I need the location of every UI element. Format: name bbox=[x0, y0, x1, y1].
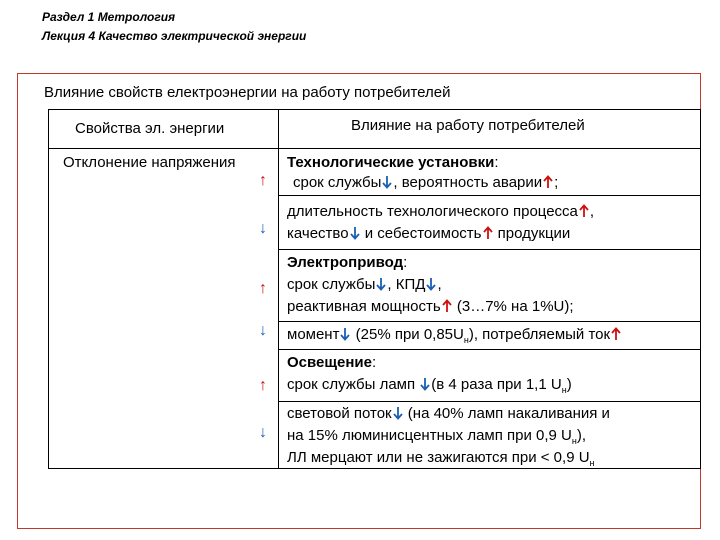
tech-quality: качество bbox=[287, 225, 349, 242]
drive-consumed-current: ), потребляемый ток bbox=[468, 326, 611, 343]
light-line-3 bbox=[287, 427, 586, 446]
subscript-n: н bbox=[589, 458, 595, 468]
drive-line-2 bbox=[287, 298, 574, 316]
arrow-up-icon: ↑ bbox=[259, 280, 267, 297]
arrow-up-icon bbox=[578, 204, 590, 218]
arrow-down-icon bbox=[349, 226, 361, 240]
drive-torque-value: (25% при 0,85U bbox=[351, 326, 464, 343]
light-fluorescent: на 15% люминисцентных ламп при 0,9 U bbox=[287, 427, 572, 444]
arrow-up-icon: ↑ bbox=[259, 172, 267, 189]
property-voltage-deviation: Отклонение напряжения bbox=[63, 154, 236, 171]
arrow-down-icon bbox=[392, 406, 404, 420]
arrow-down-icon: ↓ bbox=[259, 220, 267, 237]
slide-title: Влияние свойств електроэнергии на работу потребителей bbox=[44, 84, 451, 101]
arrow-down-icon: ↓ bbox=[259, 322, 267, 339]
subscript-n: н bbox=[561, 385, 567, 395]
subscript-n: н bbox=[463, 335, 469, 345]
row-divider bbox=[278, 249, 700, 250]
light-paren: ) bbox=[566, 376, 572, 393]
light-luminous-flux: световой поток bbox=[287, 405, 392, 422]
tech-cost: и себестоимость bbox=[360, 225, 482, 242]
arrow-down-icon bbox=[381, 175, 393, 189]
tech-colon: : bbox=[494, 154, 499, 171]
header-lecture: Лекция 4 Качество электрической энергии bbox=[42, 29, 307, 43]
header-row-divider bbox=[49, 148, 700, 149]
tech-accident-probability: , вероятность аварии bbox=[393, 174, 543, 191]
drive-colon: : bbox=[403, 254, 408, 271]
arrow-down-icon bbox=[375, 277, 387, 291]
arrow-up-icon bbox=[610, 327, 622, 341]
subscript-n: н bbox=[571, 436, 577, 446]
row-divider bbox=[278, 349, 700, 350]
light-line-4 bbox=[287, 449, 595, 468]
drive-torque: момент bbox=[287, 326, 340, 343]
drive-efficiency: , КПД bbox=[387, 276, 426, 293]
column-header-properties: Свойства эл. энергии bbox=[75, 120, 225, 137]
arrow-up-icon bbox=[441, 299, 453, 313]
light-title-line bbox=[287, 354, 376, 372]
light-lamp-life: срок службы ламп bbox=[287, 376, 420, 393]
drive-service-life: срок службы bbox=[287, 276, 376, 293]
light-line-1 bbox=[287, 376, 572, 395]
row-divider bbox=[278, 401, 700, 402]
arrow-down-icon bbox=[339, 327, 351, 341]
light-line-2 bbox=[287, 405, 610, 423]
tech-line-3 bbox=[287, 225, 570, 243]
arrow-down-icon: ↓ bbox=[259, 424, 267, 441]
light-flicker: ЛЛ мерцают или не зажигаются при < 0,9 U bbox=[287, 449, 590, 466]
light-colon: : bbox=[372, 354, 377, 371]
tech-title: Технологические установки bbox=[287, 154, 495, 171]
tech-process-duration: длительность технологического процесса bbox=[287, 203, 578, 220]
tech-line-2 bbox=[287, 203, 594, 221]
arrow-down-icon bbox=[419, 377, 431, 391]
row-divider bbox=[278, 321, 700, 322]
tech-products: продукции bbox=[493, 225, 571, 242]
light-incandescent: (на 40% ламп накаливания и bbox=[403, 405, 610, 422]
drive-title-line bbox=[287, 254, 407, 272]
tech-service-life: срок службы bbox=[293, 174, 382, 191]
column-header-effects: Влияние на работу потребителей bbox=[351, 117, 585, 134]
arrow-down-icon bbox=[425, 277, 437, 291]
arrow-up-icon bbox=[482, 226, 494, 240]
arrow-up-icon bbox=[542, 175, 554, 189]
arrow-up-icon: ↑ bbox=[259, 377, 267, 394]
drive-reactive-power-value: (3…7% на 1%U); bbox=[452, 298, 574, 315]
column-divider bbox=[278, 110, 279, 468]
drive-line-3 bbox=[287, 326, 622, 345]
tech-comma: , bbox=[589, 203, 595, 220]
header-section: Раздел 1 Метрология bbox=[42, 10, 176, 24]
light-paren: ), bbox=[576, 427, 587, 444]
drive-title: Электропривод bbox=[287, 254, 404, 271]
row-divider bbox=[278, 195, 700, 196]
drive-reactive-power: реактивная мощность bbox=[287, 298, 441, 315]
tech-semicolon: ; bbox=[554, 174, 559, 191]
effects-table bbox=[48, 109, 701, 469]
tech-line-1 bbox=[293, 174, 558, 192]
drive-comma: , bbox=[437, 276, 442, 293]
drive-line-1 bbox=[287, 276, 442, 294]
light-lamp-life-value: (в 4 раза при 1,1 U bbox=[431, 376, 562, 393]
light-title: Освещение bbox=[287, 354, 372, 371]
tech-title-line bbox=[287, 154, 499, 172]
